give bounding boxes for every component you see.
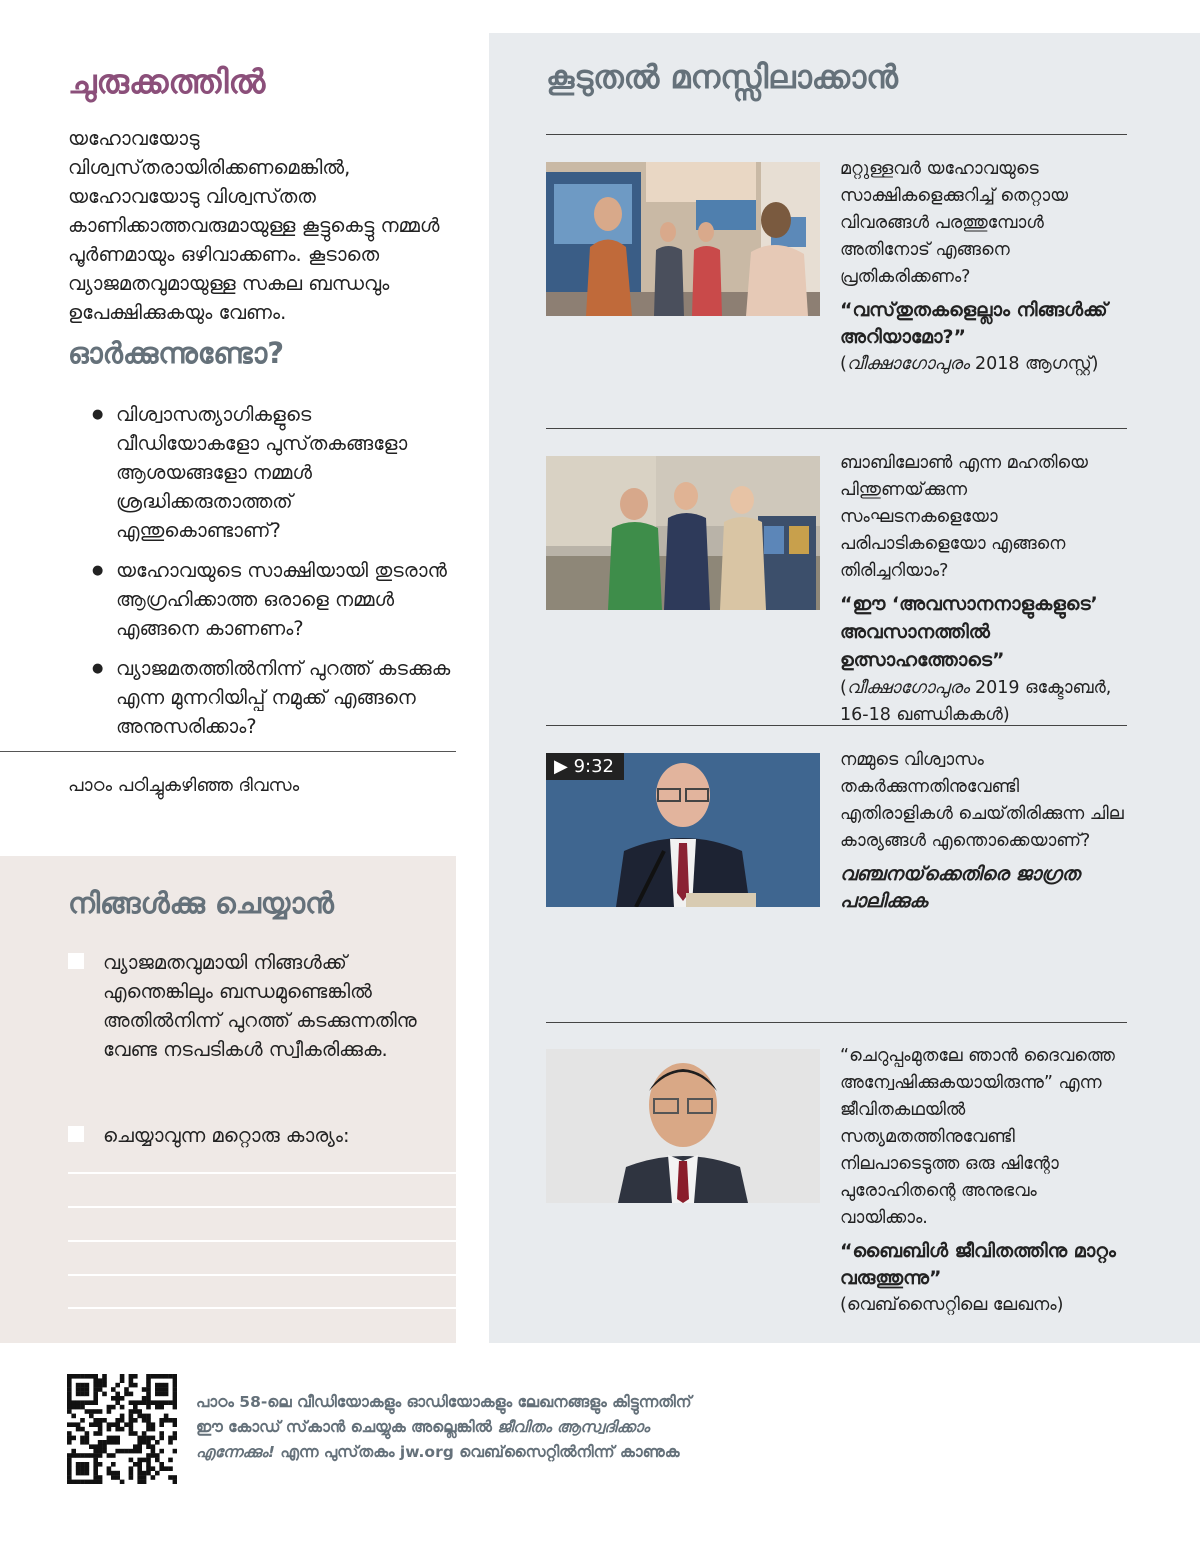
item-reference-title[interactable]: “വസ്‌തുതകളെല്ലാം നിങ്ങൾക്ക്‌ അറിയാമോ?” [840,299,1108,348]
remember-item: ● യഹോവയുടെ സാക്ഷിയായി തുടരാൻ ആഗ്രഹിക്കാത്ത ഒരാളെ നമ്മൾ എങ്ങനെ കാണണം? [90,556,460,643]
book-title[interactable]: ജീവിതം ആസ്വദിക്കാം എന്നേക്കും! [196,1418,650,1461]
write-line[interactable] [68,1307,456,1309]
street-literature-cart-photo[interactable] [546,456,820,610]
item-reference-title[interactable]: വഞ്ചനയ്‌ക്കെതിരെ ജാഗ്രത പാലിക്കുക [840,863,1080,912]
divider [546,725,1127,726]
speaker-video-thumbnail[interactable] [546,753,820,907]
video-duration-badge: ▶ 9:32 [546,753,624,780]
item-text [840,156,1130,378]
item-question: നമ്മുടെ വിശ്വാസം തകർക്കുന്നതിനുവേണ്ടി എതിരാളികൾ ചെയ്‌തിരിക്കുന്ന ചില കാര്യങ്ങൾ എന്തൊക്കെയാണ്‌? [840,750,1124,851]
item-text [840,747,1130,915]
item-reference-title[interactable]: “ഈ ‘അവസാനനാളുകളുടെ’ അവസാനത്തിൽ ഉത്സാഹത്തോടെ” [840,593,1098,671]
ref-open: ( [840,354,847,374]
todo-title: നിങ്ങൾക്കു ചെയ്യാൻ [68,886,334,920]
divider [0,751,456,752]
item-text [840,1043,1130,1319]
todo-checkbox[interactable] [68,1126,84,1142]
item-question: ബാബിലോൺ എന്ന മഹതിയെ പിന്തുണയ്‌ക്കുന്ന സംഘടനകളെയോ പരിപാടികളെയോ എങ്ങനെ തിരിച്ചറിയാം? [840,453,1088,581]
footer-text-b: എന്ന പുസ്‌തകം jw.org വെബ്‌സൈറ്റിൽനിന്ന്‌ കാണുക [274,1443,680,1461]
item-text [840,450,1130,729]
divider [546,428,1127,429]
item-reference-title[interactable]: “ബൈബിൾ ജീവിതത്തിനു മാറ്റം വരുത്തുന്നു” [840,1240,1116,1289]
todo-item: ചെയ്യാവുന്ന മറ്റൊരു കാര്യം: [103,1124,350,1147]
remember-title: ഓർക്കുന്നുണ്ടോ? [68,336,285,370]
ref-rest: 2019 ഒക്ടോബർ, 16-18 ഖണ്ഡികകൾ) [840,678,1112,725]
remember-list [90,400,460,752]
remember-item: ● വിശ്വാസത്യാഗികളുടെ വീഡിയോകളോ പുസ്‌തകങ്ങളോ ആശയങ്ങളോ നമ്മൾ ശ്രദ്ധിക്കരുതാത്തത്‌ എന്തുകൊണ്ടാണ്‌? [90,400,460,545]
todo-checkbox[interactable] [68,953,84,969]
summary-title: ചുരുക്കത്തിൽ [68,62,266,101]
people-street-screens-photo[interactable] [546,162,820,316]
write-line[interactable] [68,1274,456,1276]
ref-open: ( [840,678,847,698]
item-question: “ചെറുപ്പംമുതലേ ഞാൻ ദൈവത്തെ അന്വേഷിക്കുകയായിരുന്നു” എന്ന ജീവിതകഥയിൽ സത്യമതത്തിനുവേണ്ടി നിലപാടെടുത്ത ഒരു ഷിന്റോ പുരോഹിതന്റെ അനുഭവം വായിക്കാം. [840,1046,1115,1228]
ref-publication: വീക്ഷാഗോപുരം [846,354,970,374]
remember-item: ● വ്യാജമതത്തിൽനിന്ന്‌ പുറത്ത്‌ കടക്കുക എന്ന മുന്നറിയിപ്പ്‌ നമുക്ക്‌ എങ്ങനെ അനുസരിക്കാം? [90,654,460,741]
more-title: കൂടുതൽ മനസ്സിലാക്കാൻ [546,58,898,96]
qr-code[interactable] [67,1374,177,1484]
divider [546,1022,1127,1023]
divider [546,134,1127,135]
item-question: മറ്റുള്ളവർ യഹോവയുടെ സാക്ഷികളെക്കുറിച്ച്‌ തെറ്റായ വിവരങ്ങൾ പരത്തുമ്പോൾ അതിനോട്‌ എങ്ങനെ പ്രതികരിക്കണം? [840,159,1069,287]
ref-rest: 2018 ആഗസ്റ്റ്‌) [969,354,1099,374]
footer-text [196,1390,696,1465]
write-line[interactable] [68,1172,456,1174]
write-line[interactable] [68,1206,456,1208]
ref-publication: വീക്ഷാഗോപുരം [846,678,970,698]
todo-item: വ്യാജമതവുമായി നിങ്ങൾക്ക്‌ എന്തെങ്കിലും ബന്ധമുണ്ടെങ്കിൽ അതിൽനിന്ന്‌ പുറത്ത്‌ കടക്കുന്നതിനു വേണ്ട നടപടികൾ സ്വീകരിക്കുക. [103,951,417,1061]
write-line[interactable] [68,1240,456,1242]
todo-box [0,856,456,1343]
item-reference: (വെബ്‌സൈറ്റിലെ ലേഖനം) [840,1295,1064,1315]
portrait-photo[interactable] [546,1049,820,1203]
footer-text-a: പാഠം 58-ലെ വീഡിയോകളും ഓഡിയോകളും ലേഖനങ്ങളും കിട്ടുന്നതിന്‌ ഈ കോഡ്‌ സ്‌കാൻ ചെയ്യുക അല്ലെങ്കിൽ [196,1393,692,1436]
study-date-label: പാഠം പഠിച്ചുകഴിഞ്ഞ ദിവസം [68,775,300,796]
summary-text: യഹോവയോടു വിശ്വസ്‌തരായിരിക്കണമെങ്കിൽ, യഹോവയോടു വിശ്വസ്‌തത കാണിക്കാത്തവരുമായുള്ള കൂട്ടുകെട്ടു നമ്മൾ പൂർണമായും ഒഴിവാക്കണം. കൂടാതെ വ്യാജമതവുമായുള്ള സകല ബന്ധവും ഉപേക്ഷിക്കുകയും വേണം. [68,127,440,324]
item-reference [840,351,1130,378]
